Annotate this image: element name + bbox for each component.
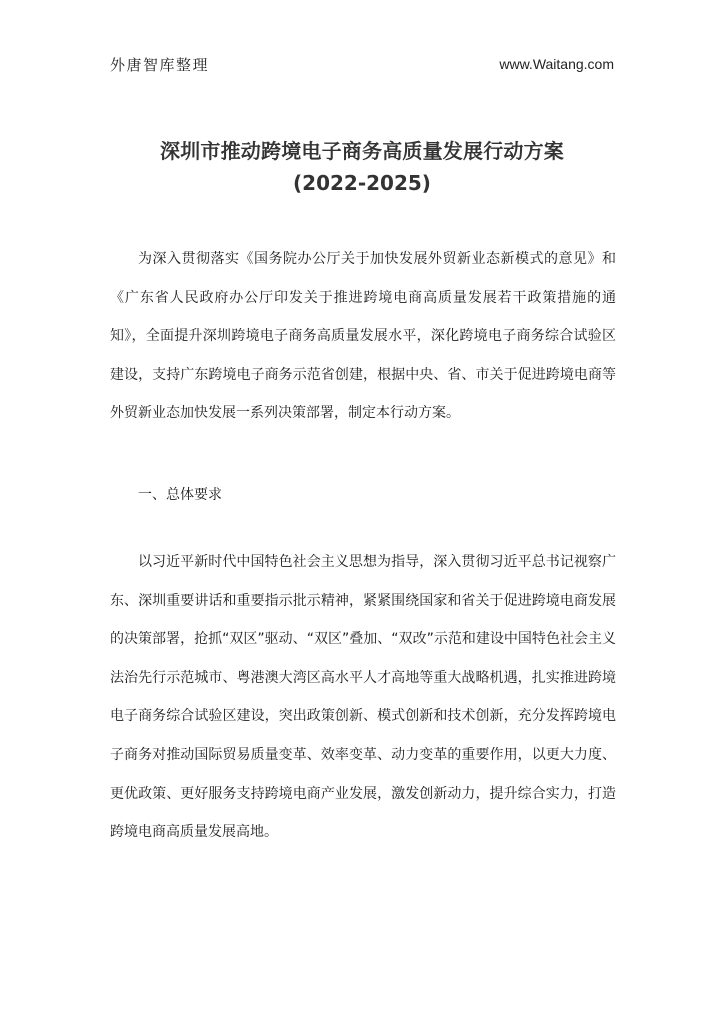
header-source-label: 外唐智库整理 [110, 56, 210, 74]
section-paragraph: 以习近平新时代中国特色社会主义思想为指导，深入贯彻习近平总书记视察广东、深圳重要讲话和重要指示批示精神，紧紧围绕国家和省关于促进跨境电商发展的决策部署，抢抓“双区”驱动、“双区”叠加、“双改”示范和建设中国特色社会主义法治先行示范城市、粤港澳大湾区高水平人才高地等重大战略机遇，扎实推进跨境电子商务综合试验区建设，突出政策创新、模式创新和技术创新，充分发挥跨境电子商务对推动国际贸易质量变革、效率变革、动力变革的重要作用，以更大力度、更优政策、更好服务支持跨境电商产业发展，激发创新动力，提升综合实力，打造跨境电商高质量发展高地。 [110, 554, 616, 841]
header-website-url: www.Waitang.com [499, 56, 614, 72]
document-title: 深圳市推动跨境电子商务高质量发展行动方案 [160, 139, 564, 163]
document-title-years: (2022-2025) [293, 171, 431, 195]
section-heading: 一、总体要求 [138, 487, 222, 503]
intro-paragraph: 为深入贯彻落实《国务院办公厅关于加快发展外贸新业态新模式的意见》和《广东省人民政府办公厅印发关于推进跨境电商高质量发展若干政策措施的通知》，全面提升深圳跨境电子商务高质量发展水平，深化跨境电子商务综合试验区建设，支持广东跨境电子商务示范省创建，根据中央、省、市关于促进跨境电商等外贸新业态加快发展一系列决策部署，制定本行动方案。 [110, 251, 616, 422]
